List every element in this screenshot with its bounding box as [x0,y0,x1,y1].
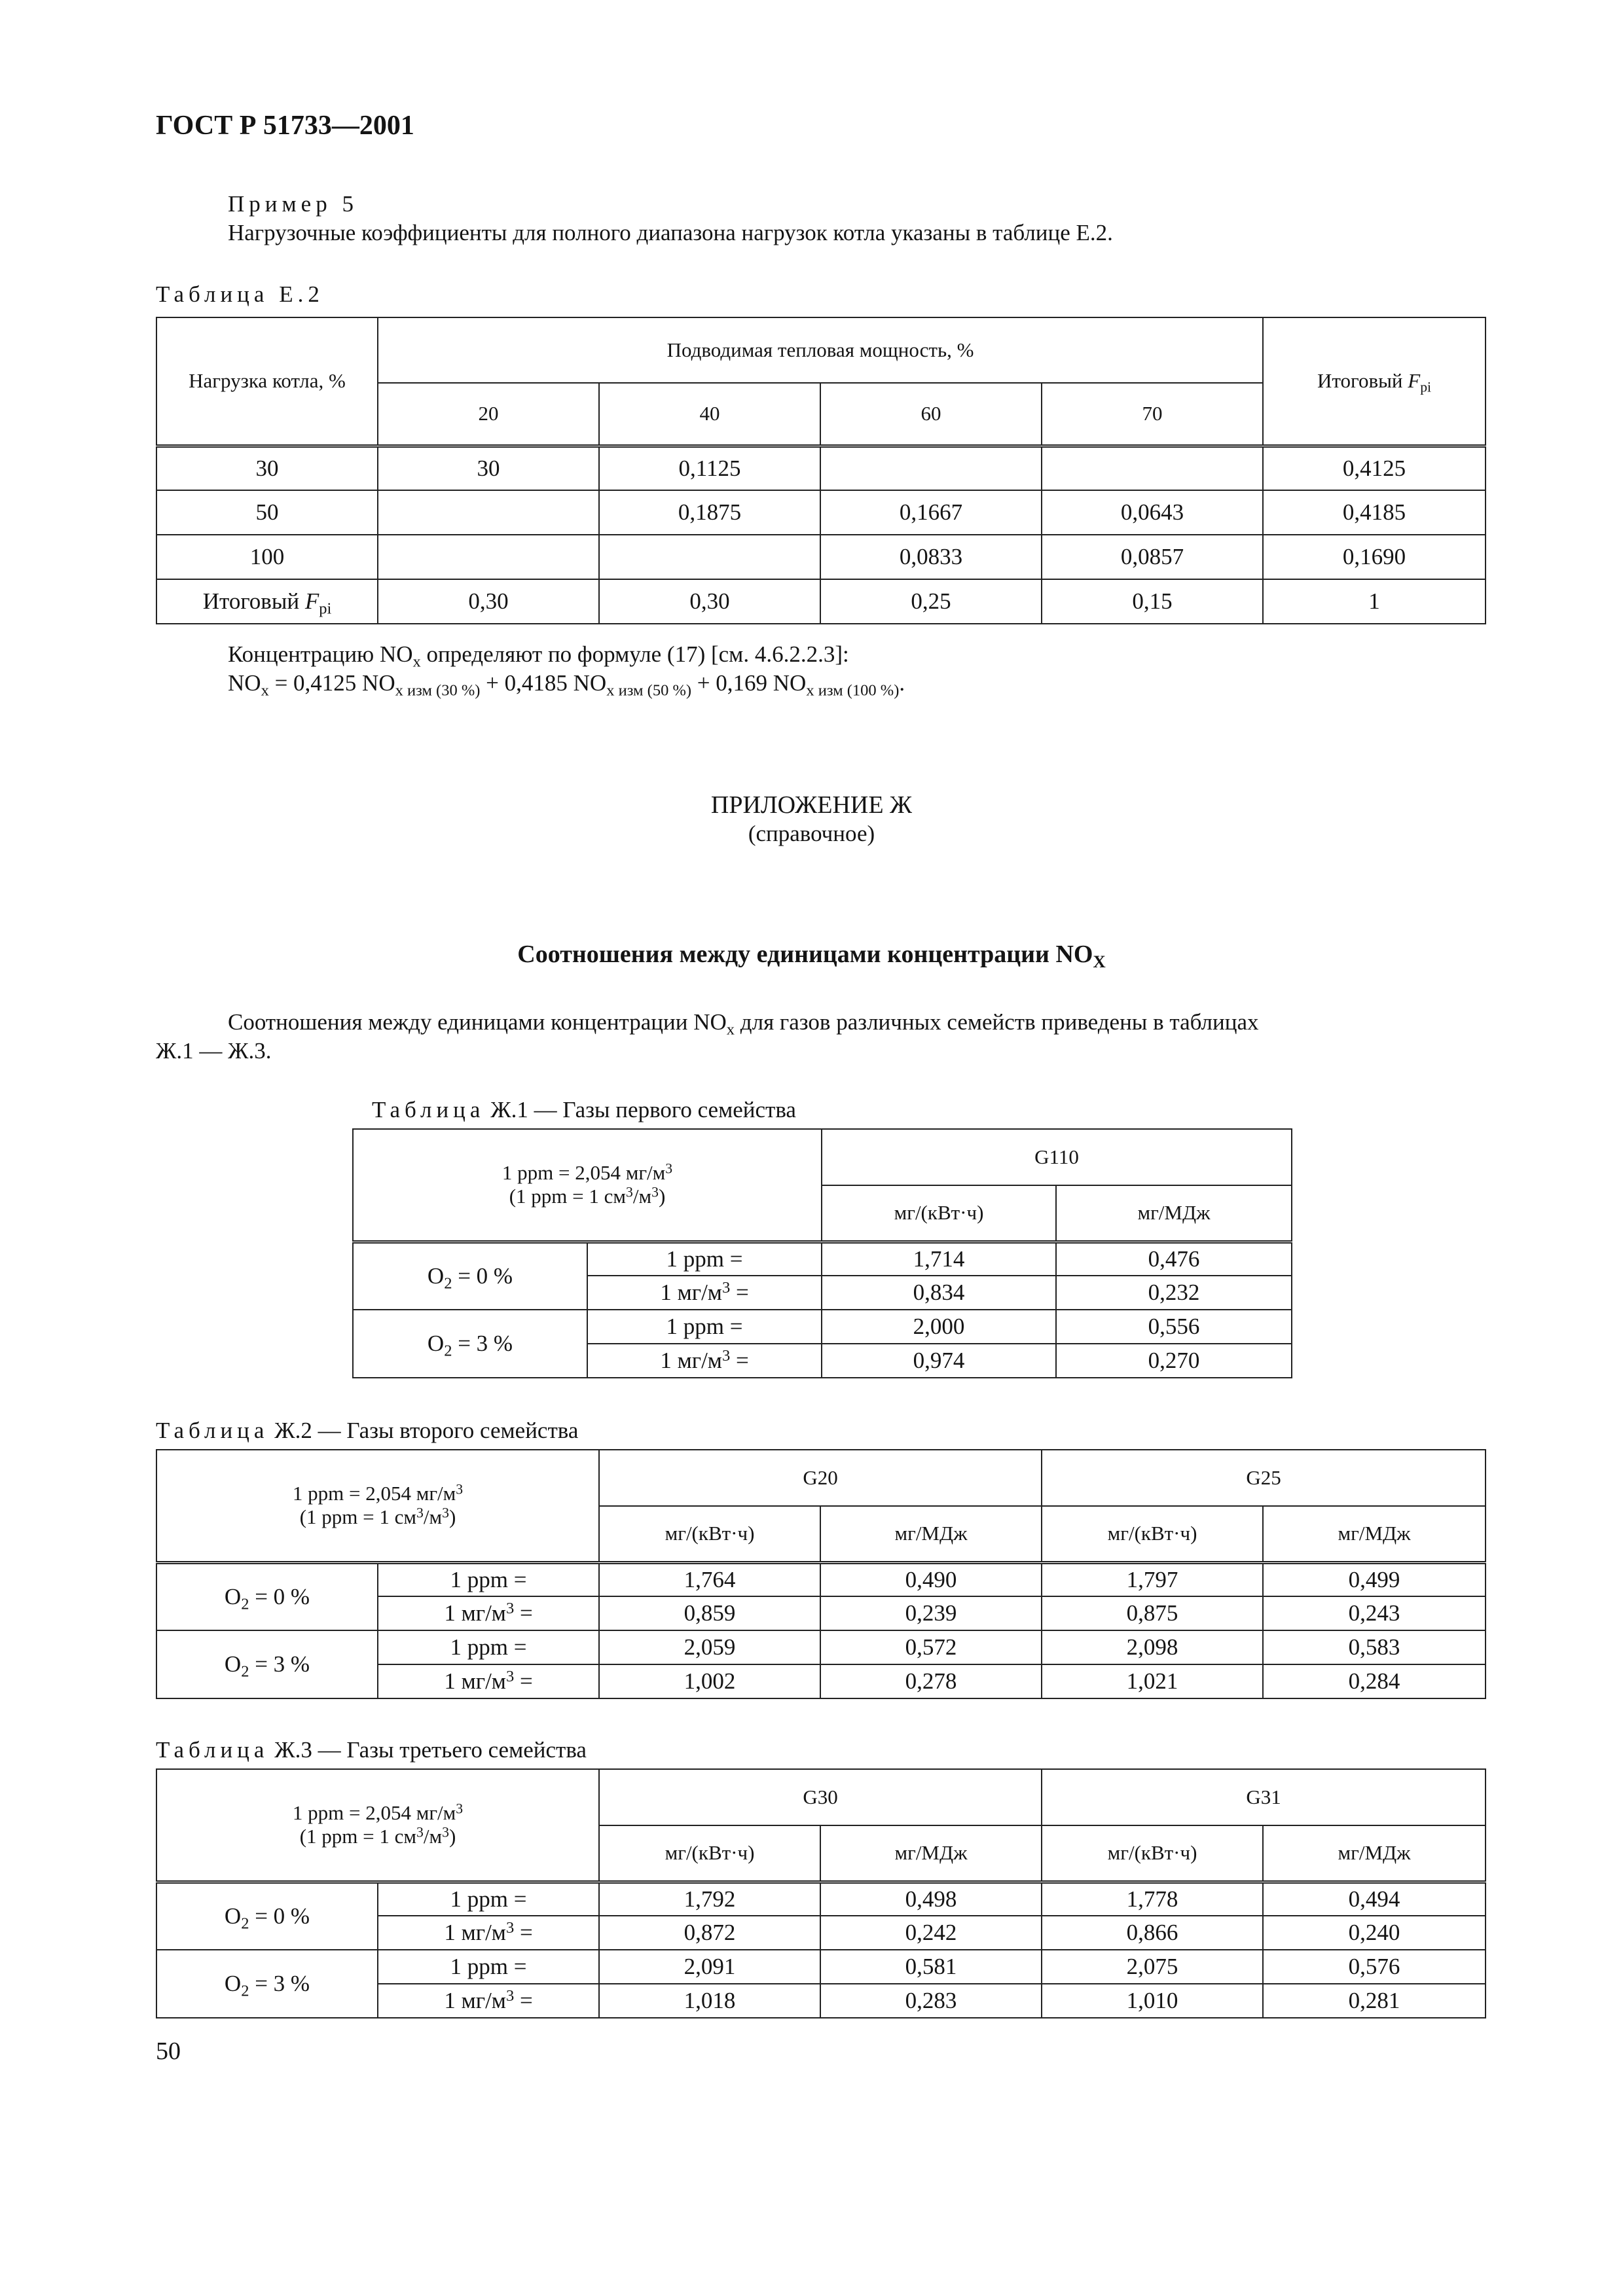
table-e2-power-level: 40 [599,383,820,446]
table-g1-o2-label: $O_2 = 0$ % [353,1242,587,1310]
table-e2-cell: 30 [378,446,599,490]
table-g2-cell: 2,098 [1042,1630,1263,1664]
formula-intro: Концентрацию $NO_x$ определяют по формуле (17) [см. 4.6.2.2.3]: [228,641,849,671]
table-g3-row-label: 1 $мг/м^3$ = [378,1916,599,1950]
table-g2-cell: 0,499 [1263,1562,1486,1596]
table-g3 [156,1768,1486,2018]
table-g1-row-label: 1 ppm = [587,1310,822,1344]
table-row [156,1882,1486,1916]
table-g2-conversion-note: 1 ppm = 2,054 $мг/м^3$ (1 ppm = 1 $см^3/м^3$) [156,1450,599,1562]
table-row [156,1630,1486,1664]
table-g1-row-label: 1 ppm = [587,1242,822,1276]
table-g3-unit-header: мг/МДж [820,1825,1042,1882]
table-g3-gas-header: G30 [599,1769,1042,1825]
table-g3-o2-label: $O_2 = 3$ % [156,1950,378,2018]
table-g2-cell: 2,059 [599,1630,820,1664]
table-g1-cell: 0,476 [1056,1242,1292,1276]
table-e2-total-header: Итоговый $F_{pi}$ [1263,317,1486,446]
table-row [156,1562,1486,1596]
table-g2-unit-header: мг/(кВт·ч) [1042,1506,1263,1562]
table-g2-cell: 0,239 [820,1596,1042,1630]
table-row [156,1950,1486,1984]
table-g1-gas-header: G110 [822,1129,1292,1185]
table-e2-cell: 0,15 [1042,579,1263,624]
table-g2-gas-header: G20 [599,1450,1042,1506]
table-g3-cell: 0,283 [820,1984,1042,2018]
table-g3-row-label: 1 $мг/м^3$ = [378,1984,599,2018]
table-e2-total: 1 [1263,579,1486,624]
table-e2-load: 30 [156,446,378,490]
table-e2-power-level: 20 [378,383,599,446]
table-g3-cell: 2,091 [599,1950,820,1984]
table-g1-cell: 0,232 [1056,1276,1292,1310]
table-e2-total: 0,1690 [1263,535,1486,579]
appendix-paragraph-end: Ж.1 — Ж.3. [156,1038,272,1064]
table-g1 [352,1128,1292,1378]
table-g2-cell: 0,278 [820,1664,1042,1698]
table-g1-row-label: 1 $мг/м^3$ = [587,1276,822,1310]
table-g2-row-label: 1 ppm = [378,1562,599,1596]
table-g2-row-label: 1 $мг/м^3$ = [378,1664,599,1698]
table-e2-cell: 0,1875 [599,490,820,535]
table-e2-cell: 0,25 [820,579,1042,624]
table-g1-cell: 0,974 [822,1344,1056,1378]
table-e2-cell: 0,0643 [1042,490,1263,535]
table-g2-cell: 0,284 [1263,1664,1486,1698]
table-e2-cell: 0,0833 [820,535,1042,579]
table-g3-cell: 1,018 [599,1984,820,2018]
table-e2-cell: 0,0857 [1042,535,1263,579]
table-g2-cell: 0,583 [1263,1630,1486,1664]
table-e2-cell [820,446,1042,490]
table-g2-cell: 0,572 [820,1630,1042,1664]
table-g3-unit-header: мг/(кВт·ч) [1042,1825,1263,1882]
table-e2 [156,317,1486,624]
table-g1-conversion-note: 1 ppm = 2,054 $мг/м^3$ (1 ppm = 1 $см^3/м^3$) [353,1129,822,1242]
table-g3-cell: 1,010 [1042,1984,1263,2018]
table-e2-total-row-label: Итоговый $F_{pi}$ [156,579,378,624]
table-row [156,446,1486,490]
table-g2 [156,1449,1486,1699]
table-g1-unit-header: мг/(кВт·ч) [822,1185,1056,1242]
table-g2-cell: 0,490 [820,1562,1042,1596]
table-g2-unit-header: мг/МДж [820,1506,1042,1562]
example-label: Пример 5 [228,191,358,217]
table-g3-cell: 0,866 [1042,1916,1263,1950]
table-g1-cell: 0,834 [822,1276,1056,1310]
table-g2-row-label: 1 $мг/м^3$ = [378,1596,599,1630]
table-e2-power-header: Подводимая тепловая мощность, % [378,317,1263,383]
table-row [156,579,1486,624]
table-e2-load: 100 [156,535,378,579]
table-g3-o2-label: $O_2 = 0$ % [156,1882,378,1950]
page-number: 50 [156,2037,181,2065]
document-header: ГОСТ Р 51733—2001 [156,111,414,141]
table-g3-cell: 0,281 [1263,1984,1486,2018]
table-e2-cell [599,535,820,579]
formula: $NO_x = 0,4125$ $NO_{x изм (30 \%)} + 0,4185$ $NO_{x изм (50 \%)} + 0,169$ $NO_{x изм (100 \%)}$. [228,670,905,700]
table-e2-cell: 0,1667 [820,490,1042,535]
table-g3-cell: 0,576 [1263,1950,1486,1984]
table-g2-cell: 1,797 [1042,1562,1263,1596]
table-row [156,490,1486,535]
table-g3-conversion-note: 1 ppm = 2,054 $мг/м^3$ (1 ppm = 1 $см^3/м^3$) [156,1769,599,1882]
table-e2-load: 50 [156,490,378,535]
table-g3-cell: 0,498 [820,1882,1042,1916]
table-g1-caption: Таблица Ж.1 — Газы первого семейства [372,1097,796,1122]
table-g2-cell: 0,859 [599,1596,820,1630]
table-g1-cell: 0,270 [1056,1344,1292,1378]
table-e2-total: 0,4185 [1263,490,1486,535]
table-g2-row-label: 1 ppm = [378,1630,599,1664]
table-g3-unit-header: мг/МДж [1263,1825,1486,1882]
table-g1-unit-header: мг/МДж [1056,1185,1292,1242]
table-g3-cell: 0,242 [820,1916,1042,1950]
table-g3-gas-header: G31 [1042,1769,1486,1825]
table-g3-cell: 0,240 [1263,1916,1486,1950]
table-g3-cell: 0,494 [1263,1882,1486,1916]
table-g2-caption: Таблица Ж.2 — Газы второго семейства [156,1418,579,1443]
table-g1-o2-label: $O_2 = 3$ % [353,1310,587,1378]
table-g2-unit-header: мг/МДж [1263,1506,1486,1562]
table-e2-cell [378,490,599,535]
table-g3-cell: 0,872 [599,1916,820,1950]
table-e2-load-header: Нагрузка котла, % [156,317,378,446]
table-g2-cell: 1,021 [1042,1664,1263,1698]
table-e2-cell [378,535,599,579]
table-g3-row-label: 1 ppm = [378,1950,599,1984]
example-text: Нагрузочные коэффициенты для полного диапазона нагрузок котла указаны в таблице Е.2. [228,220,1113,245]
table-e2-caption: Таблица Е.2 [156,281,324,307]
table-g1-cell: 1,714 [822,1242,1056,1276]
table-g1-cell: 0,556 [1056,1310,1292,1344]
table-g3-cell: 0,581 [820,1950,1042,1984]
appendix-title: ПРИЛОЖЕНИЕ Ж [710,791,913,819]
table-g1-row-label: 1 $мг/м^3$ = [587,1344,822,1378]
table-g2-cell: 1,002 [599,1664,820,1698]
table-g3-cell: 2,075 [1042,1950,1263,1984]
table-g2-cell: 1,764 [599,1562,820,1596]
table-e2-cell: 0,30 [599,579,820,624]
appendix-subtitle: (справочное) [748,821,875,846]
table-e2-total: 0,4125 [1263,446,1486,490]
table-e2-power-level: 60 [820,383,1042,446]
table-row [156,535,1486,579]
table-g3-caption: Таблица Ж.3 — Газы третьего семейства [156,1737,587,1763]
table-g2-gas-header: G25 [1042,1450,1486,1506]
table-e2-cell: 0,1125 [599,446,820,490]
table-e2-power-level: 70 [1042,383,1263,446]
table-g3-cell: 1,778 [1042,1882,1263,1916]
appendix-paragraph: Соотношения между единицами концентрации $NO_x$ для газов различных семейств приведены в таблицах [228,1009,1259,1039]
table-g2-o2-label: $O_2 = 3$ % [156,1630,378,1698]
table-g3-cell: 1,792 [599,1882,820,1916]
table-g3-row-label: 1 ppm = [378,1882,599,1916]
table-g1-cell: 2,000 [822,1310,1056,1344]
table-g2-cell: 0,875 [1042,1596,1263,1630]
table-e2-cell [1042,446,1263,490]
table-row [353,1242,1292,1276]
table-row [353,1310,1292,1344]
appendix-heading: Соотношения между единицами концентрации $NO_X$ [517,941,1106,971]
table-g2-unit-header: мг/(кВт·ч) [599,1506,820,1562]
table-g3-unit-header: мг/(кВт·ч) [599,1825,820,1882]
table-e2-cell: 0,30 [378,579,599,624]
table-g2-cell: 0,243 [1263,1596,1486,1630]
table-g2-o2-label: $O_2 = 0$ % [156,1562,378,1630]
